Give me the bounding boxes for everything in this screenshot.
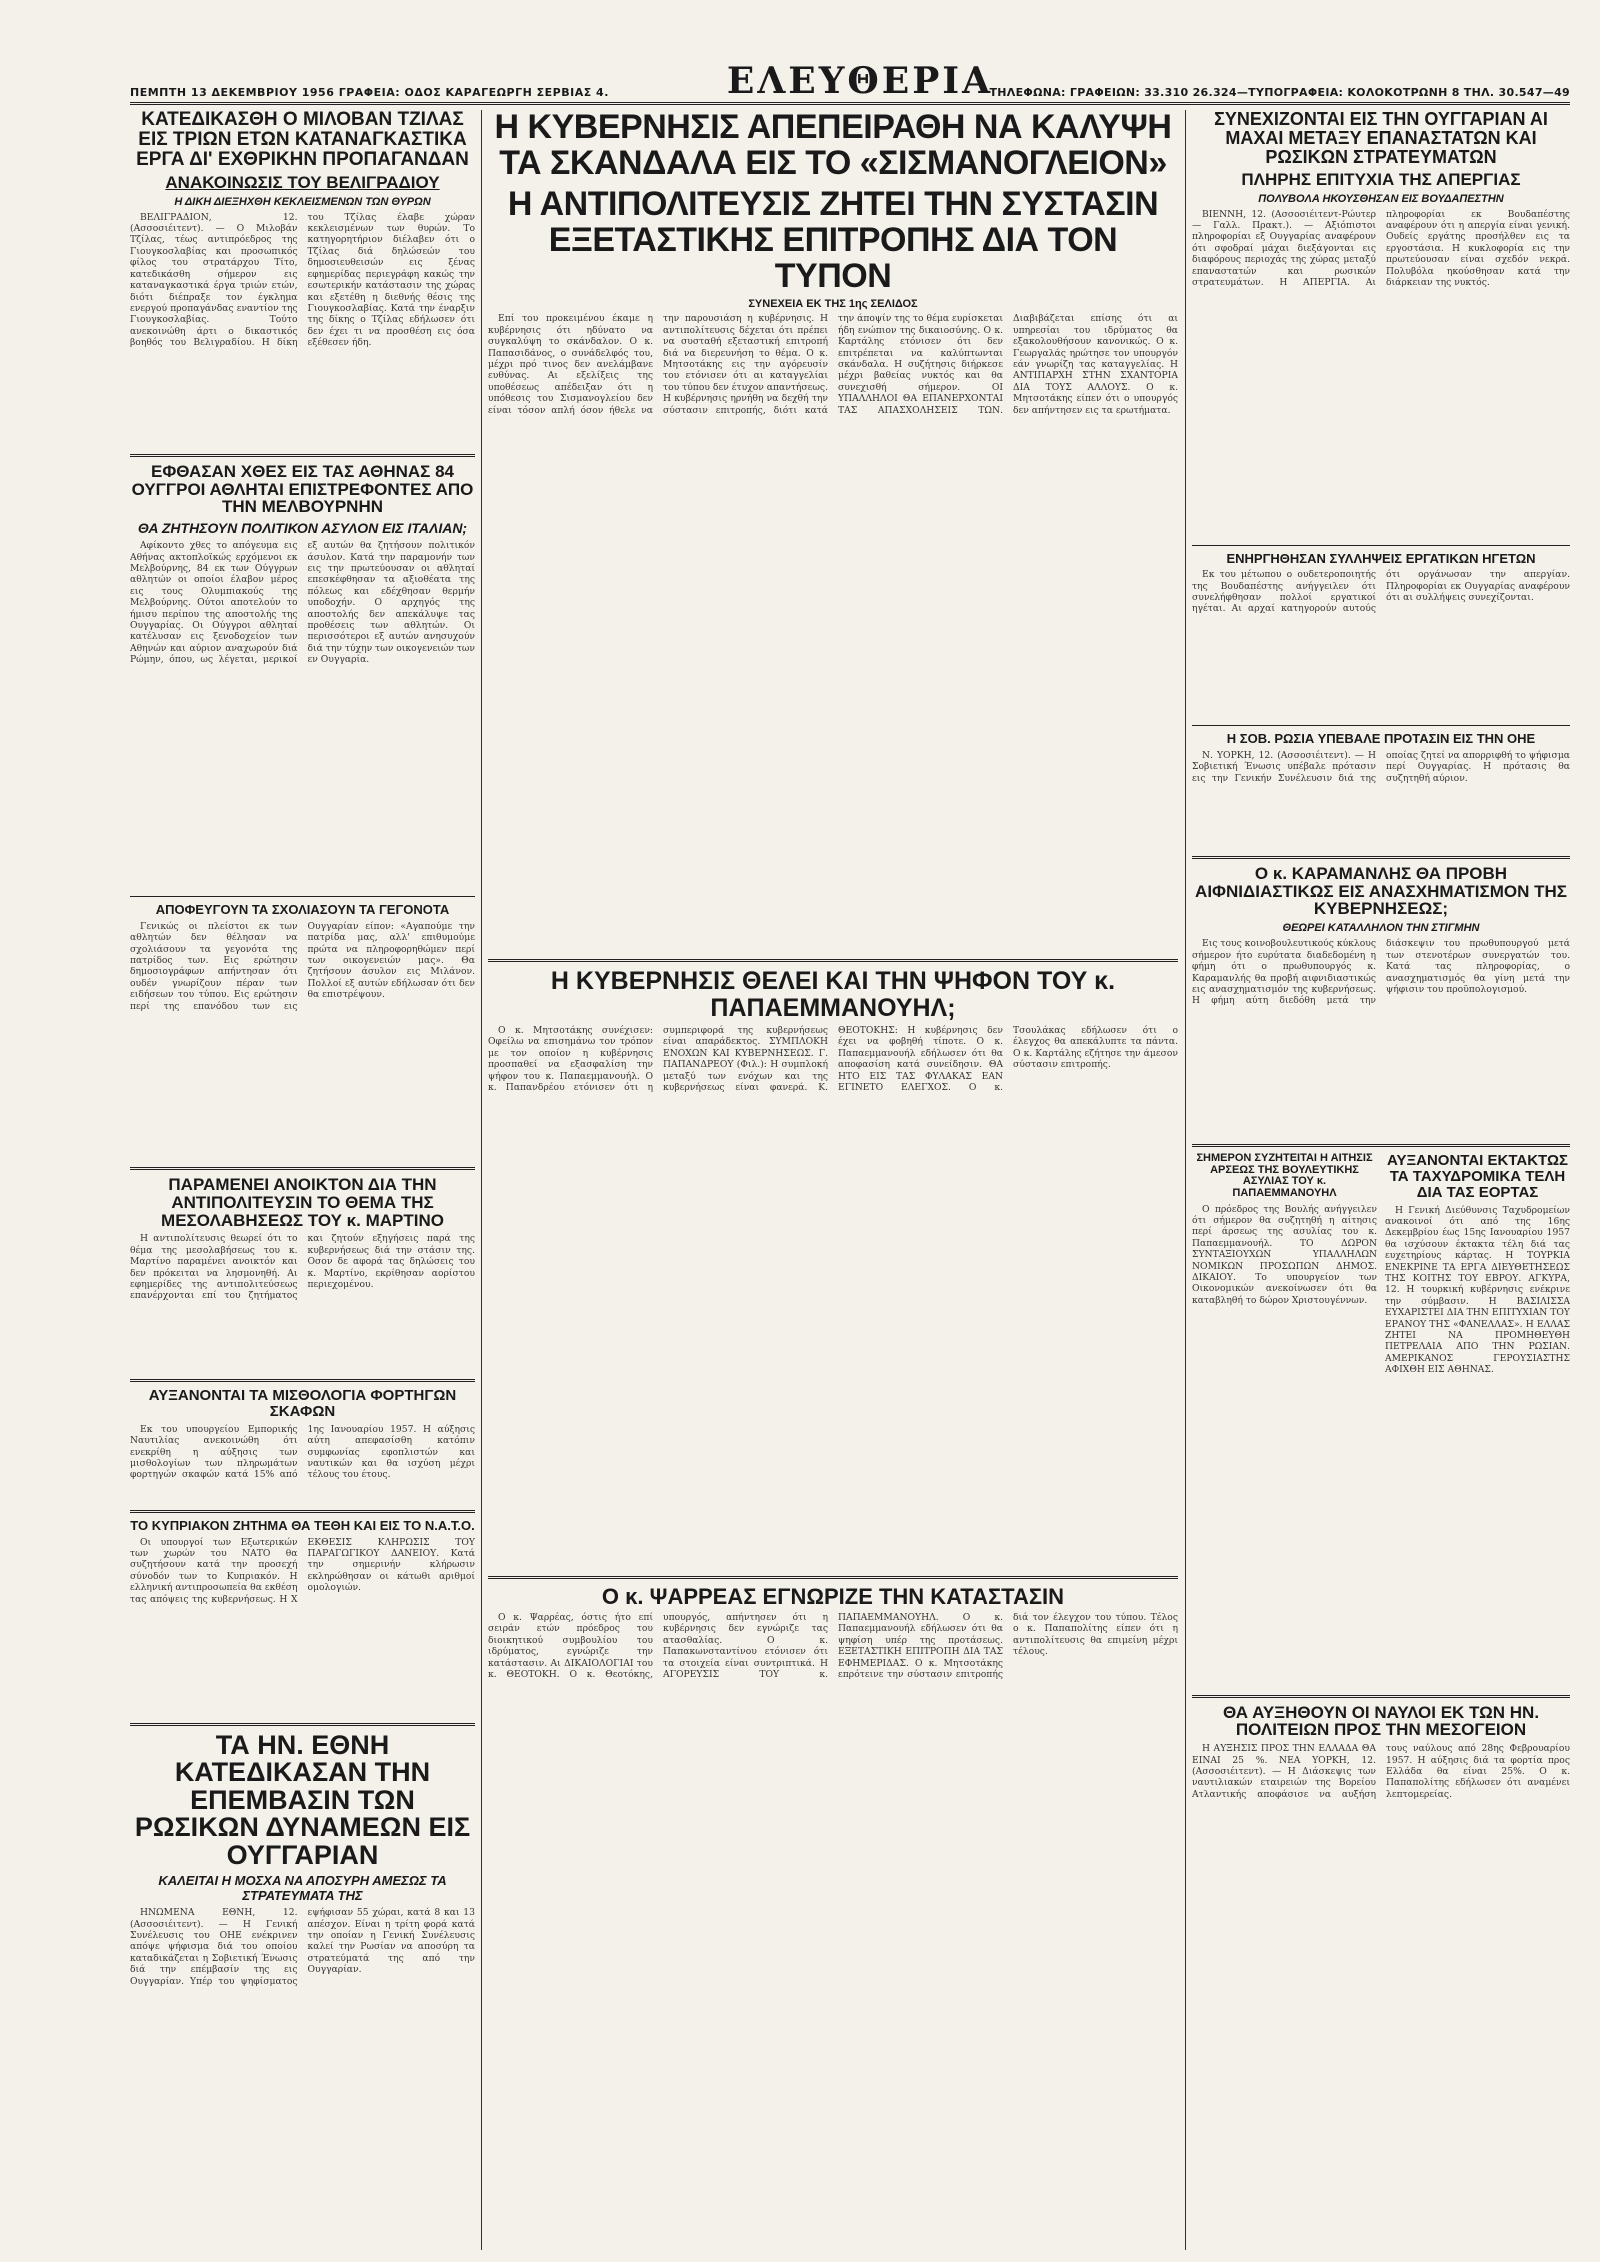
article-headline: Η ΣΟΒ. ΡΩΣΙΑ ΥΠΕΒΑΛΕ ΠΡΟΤΑΣΙΝ ΕΙΣ ΤΗΝ ΟΗΕ bbox=[1226, 731, 1536, 747]
article-headline: ΑΠΟΦΕΥΓΟΥΝ ΤΑ ΣΧΟΛΙΑΣΟΥΝ ΤΑ ΓΕΓΟΝΟΤΑ bbox=[155, 902, 450, 918]
article-headline: ΣΗΜΕΡΟΝ ΣΥΖΗΤΕΙΤΑΙ Η ΑΙΤΗΣΙΣ ΑΡΣΕΩΣ ΤΗΣ ΒΟΥΛΕΥΤΙΚΗΣ ΑΣΥΛΙΑΣ ΤΟΥ κ. ΠΑΠΑΕΜΜΑΝΟΥΗΛ bbox=[1196, 1152, 1373, 1199]
newspaper-title: ΕΛΕΥΘΕΡΙΑ bbox=[726, 60, 994, 102]
article-body bbox=[1192, 209, 1570, 539]
article-text: Αφίκοντο χθες το απόγευμα εις Αθήνας ακτοπλοϊκώς ερχόμενοι εκ Μελβούρνης, 84 εκ των Ούγγρων αθλητών οι οποίοι έλαβον μέρος εις τους Ολυμπιακούς της Μελβούρνης. Ούτοι αποτελούν το ήμισυ περίπου της αποστολής της Ουγγαρίας. Οι Ούγγροι αθληταί κατέλυσαν εις ξενοδοχείον των Αθηνών και αύριον αναχωρούν διά Ρώμην, όπου, ως λέγεται, μερικοί εξ αυτών θα ζητήσουν πολιτικόν άσυλον. Κατά την παραμονήν των εις την πρωτεύουσαν οι αθληταί επεσκέφθησαν τα αξιοθέατα της πόλεως και εδέχθησαν θερμήν υποδοχήν. Ο αρχηγός της αποστολής δεν απεκάλυψε τας προθέσεις των αθλητών. Οι περισσότεροι εξ αυτών ανησυχούν διά την τύχην των οικογενειών των εν Ουγγαρία. bbox=[130, 540, 475, 666]
article-kicker: Η ΔΙΚΗ ΔΙΕΞΗΧΘΗ ΚΕΚΛΕΙΣΜΕΝΩΝ ΤΩΝ ΘΥΡΩΝ bbox=[174, 195, 431, 208]
article-body bbox=[488, 313, 1178, 953]
article-text: Ο κ. Μητσοτάκης συνέχισεν: Οφείλω να επισημάνω τον τρόπον με τον οποίον η κυβέρνησις προσπαθεί να εξασφαλίση την ψήφον του κ. Παπαεμμανουήλ. Ο κ. Παπανδρέου ετόνισεν ότι η συμπεριφορά της κυβερνήσεως είναι απαράδεκτος. ΣΥΜΠΛΟΚΗ ΕΝΟΧΩΝ ΚΑΙ ΚΥΒΕΡΝΗΣΕΩΣ. Γ. ΠΑΠΑΝΔΡΕΟΥ (Φιλ.): Η συμπλοκή μεταξύ των ενόχων και της κυβερνήσεως είναι φανερά. Κ. ΘΕΟΤΟΚΗΣ: Η κυβέρνησις δεν έχει να φοβηθή τίποτε. Ο κ. Παπαεμμανουήλ εδήλωσεν ότι θα αποφασίση κατά συνείδησιν. ΘΑ ΗΤΟ ΕΙΣ ΤΑΣ ΦΥΛΑΚΑΣ ΕΑΝ ΕΓΙΝΕΤΟ ΕΛΕΓΧΟΣ. Ο κ. Τσουλάκας εδήλωσεν ότι ο έλεγχος θα απεκάλυπτε τα πάντα. Ο κ. Καρτάλης εζήτησε την άμεσον σύστασιν επιτροπής. bbox=[488, 1024, 1178, 1093]
left-column bbox=[130, 110, 475, 2061]
main-headline-secondary: Η ΑΝΤΙΠΟΛΙΤΕΥΣΙΣ ΖΗΤΕΙ ΤΗΝ ΣΥΣΤΑΣΙΝ ΕΞΕΤΑΣΤΙΚΗΣ ΕΠΙΤΡΟΠΗΣ ΔΙΑ ΤΟΝ ΤΥΠΟΝ bbox=[507, 185, 1159, 295]
masthead-date-address: ΠΕΜΠΤΗ 13 ΔΕΚΕΜΒΡΙΟΥ 1956 ΓΡΑΦΕΙΑ: ΟΔΟΣ ΚΑΡΑΓΕΩΡΓΗ ΣΕΡΒΙΑΣ 4. bbox=[130, 86, 609, 99]
divider bbox=[488, 959, 1178, 962]
article-text: Η αντιπολίτευσις θεωρεί ότι το θέμα της μεσολαβήσεως του κ. Μαρτίνο παραμένει ανοικτόν και δεν πρόκειται να λησμονηθή. Αι εφημερίδες της αντιπολιτεύσεως επανέρχονται επί του ζητήματος και ζητούν εξηγήσεις παρά της κυβερνήσεως διά την στάσιν της. Οσον δε αφορά τας δηλώσεις του κ. Μαρτίνο, εκρίθησαν αορίστου περιεχομένου. bbox=[130, 1233, 475, 1302]
article-text: Γενικώς οι πλείστοι εκ των αθλητών δεν θέλησαν να σχολιάσουν τα γεγονότα της πατρίδος των. Εις ερώτησιν δημοσιογράφων απήντησαν ότι ουδέν γνωρίζουν πέραν των ειδήσεων του τύπου. Εις ερώτησιν περί της επανόδου των εις Ουγγαρίαν είπον: «Αγαπούμε την πατρίδα μας, αλλ' επιθυμούμε πρώτα να πληροφορηθώμεν περί των οικογενειών μας». Θα ζητήσουν άσυλον εις Μιλάνον. Πολλοί εξ αυτών εδήλωσαν ότι δεν θα επιστρέψουν. bbox=[130, 920, 475, 1012]
article-kicker: ΠΟΛΥΒΟΛΑ ΗΚΟΥΣΘΗΣΑΝ ΕΙΣ ΒΟΥΔΑΠΕΣΤΗΝ bbox=[1258, 192, 1504, 205]
masthead-phones: ΤΗΛΕΦΩΝΑ: ΓΡΑΦΕΙΩΝ: 33.310 26.324—ΤΥΠΟΓΡΑΦΕΙΑ: ΚΟΛΟΚΟΤΡΩΝΗ 8 ΤΗΛ. 30.547—49 bbox=[989, 86, 1570, 99]
article-headline: Ο κ. ΨΑΡΡΕΑΣ ΕΓΝΩΡΙΖΕ ΤΗΝ ΚΑΤΑΣΤΑΣΙΝ bbox=[601, 1583, 1065, 1609]
divider bbox=[1192, 545, 1570, 546]
article-body bbox=[130, 1424, 475, 1504]
article-text: Η Γενική Διεύθυνσις Ταχυδρομείων ανακοινοί ότι από της 16ης Δεκεμβρίου έως 15ης Ιανουαρίου 1957 θα ισχύσουν έκτακτα τέλη διά τας ευχετηρίους κάρτας. Η ΤΟΥΡΚΙΑ ΕΝΕΚΡΙΝΕ ΤΑ ΕΡΓΑ ΔΙΕΥΘΕΤΗΣΕΩΣ ΤΗΣ ΚΟΙΤΗΣ ΤΟΥ ΕΒΡΟΥ. ΑΓΚΥΡΑ, 12. Η τουρκική κυβέρνησις ενέκρινε την σύμβασιν. Η ΒΑΣΙΛΙΣΣΑ ΕΥΧΑΡΙΣΤΕΙ ΔΙΑ ΤΗΝ ΕΠΙΤΥΧΙΑΝ ΤΟΥ ΕΡΑΝΟΥ ΤΗΣ «ΦΑΝΕΛΛΑΣ». Η ΕΛΛΑΣ ΖΗΤΕΙ ΝΑ ΠΡΟΜΗΘΕΥΘΗ ΠΕΤΡΕΛΑΙΑ ΑΠΟ ΤΗΝ ΡΩΣΙΑΝ. ΑΜΕΡΙΚΑΝΟΣ ΓΕΡΟΥΣΙΑΣΤΗΣ ΑΦΙΧΘΗ ΕΙΣ ΑΘΗΝΑΣ. bbox=[1385, 1204, 1570, 1376]
divider bbox=[1192, 725, 1570, 726]
article-headline: ΣΥΝΕΧΙΖΟΝΤΑΙ ΕΙΣ ΤΗΝ ΟΥΓΓΑΡΙΑΝ ΑΙ ΜΑΧΑΙ ΜΕΤΑΞΥ ΕΠΑΝΑΣΤΑΤΩΝ ΚΑΙ ΡΩΣΙΚΩΝ ΣΤΡΑΤΕΥΜΑΤΩΝ bbox=[1214, 109, 1548, 167]
article-headline: ΕΝΗΡΓΗΘΗΣΑΝ ΣΥΛΛΗΨΕΙΣ ΕΡΓΑΤΙΚΩΝ ΗΓΕΤΩΝ bbox=[1226, 550, 1536, 566]
article-headline: ΕΦΘΑΣΑΝ ΧΘΕΣ ΕΙΣ ΤΑΣ ΑΘΗΝΑΣ 84 ΟΥΓΓΡΟΙ ΑΘΛΗΤΑΙ ΕΠΙΣΤΡΕΦΟΝΤΕΣ ΑΠΟ ΤΗΝ ΜΕΛΒΟΥΡΝΗΝ bbox=[131, 461, 474, 517]
divider bbox=[130, 1379, 475, 1382]
center-column bbox=[488, 110, 1178, 2216]
article-kicker: ΘΕΩΡΕΙ ΚΑΤΑΛΛΗΛΟΝ ΤΗΝ ΣΤΙΓΜΗΝ bbox=[1282, 922, 1480, 935]
article-text: Η ΑΥΞΗΣΙΣ ΠΡΟΣ ΤΗΝ ΕΛΛΑΔΑ ΘΑ ΕΙΝΑΙ 25 %. ΝΕΑ ΥΟΡΚΗ, 12. (Ασσοσιέιτεντ). — Η Διάσκεψις των ναυτιλιακών εταιρειών της Βορείου Ατλαντικής αποφάσισε να αυξήση τους ναύλους από 28ης Φεβρουαρίου 1957. Η αύξησις διά τα φορτία προς Ελλάδα θα είναι 25%. Ο κ. Παπαπολίτης εδήλωσεν ότι αναμένει λεπτομερείας. bbox=[1192, 1743, 1570, 1800]
article-text: Εκ του μέτωπου ο ουδετεροποιητής της Βουδαπέστης ανήγγειλεν ότι συνελήφθησαν πολλοί εργατικοί ηγέται. Αι αρχαί κατηγορούν αυτούς ότι οργάνωσαν την απεργίαν. Πληροφορίαι εκ Ουγγαρίας αναφέρουν ότι αι συλλήψεις συνεχίζονται. bbox=[1192, 569, 1570, 615]
divider bbox=[130, 1723, 475, 1726]
article-subheadline: ΠΛΗΡΗΣ ΕΠΙΤΥΧΙΑ ΤΗΣ ΑΠΕΡΓΙΑΣ bbox=[1241, 169, 1521, 189]
divider bbox=[1192, 1695, 1570, 1698]
sub-column bbox=[1192, 1153, 1377, 1688]
article-headline: Ο κ. ΚΑΡΑΜΑΝΛΗΣ ΘΑ ΠΡΟΒΗ ΑΙΦΝΙΔΙΑΣΤΙΚΩΣ ΕΙΣ ΑΝΑΣΧΗΜΑΤΙΣΜΟΝ ΤΗΣ ΚΥΒΕΡΝΗΣΕΩΣ; bbox=[1195, 863, 1567, 919]
article-headline: ΘΑ ΑΥΞΗΘΟΥΝ ΟΙ ΝΑΥΛΟΙ ΕΚ ΤΩΝ ΗΝ. ΠΟΛΙΤΕΙΩΝ ΠΡΟΣ ΤΗΝ ΜΕΣΟΓΕΙΟΝ bbox=[1222, 1702, 1540, 1740]
article-body bbox=[1192, 1743, 1570, 2123]
article-headline: ΠΑΡΑΜΕΝΕΙ ΑΝΟΙΚΤΟΝ ΔΙΑ ΤΗΝ ΑΝΤΙΠΟΛΙΤΕΥΣΙΝ ΤΟ ΘΕΜΑ ΤΗΣ ΜΕΣΟΛΑΒΗΣΕΩΣ ΤΟΥ κ. ΜΑΡΤΙΝΟ bbox=[161, 1174, 444, 1230]
column-divider bbox=[481, 110, 482, 2250]
article-text: Εις τους κοινοβουλευτικούς κύκλους σήμερον ήτο ευρύτατα διαδεδομένη η φήμη ότι ο πρωθυπουργός κ. Καραμανλής θα προβή αιφνιδιαστικώς εις ανασχηματισμόν της κυβερνήσεως. Η φήμη αύτη διεδόθη μετά την διάσκεψιν του πρωθυπουργού μετά των στενοτέρων συνεργατών του. Κατά τας πληροφορίας, ο ανασχηματισμός θα γίνη μετά την ψήφισιν του προϋπολογισμού. bbox=[1192, 938, 1570, 1007]
article-headline: ΑΥΞΑΝΟΝΤΑΙ ΕΚΤΑΚΤΩΣ ΤΑ ΤΑΧΥΔΡΟΜΙΚΑ ΤΕΛΗ ΔΙΑ ΤΑΣ ΕΟΡΤΑΣ bbox=[1387, 1152, 1568, 1201]
article-subheadline: ΘΑ ΖΗΤΗΣΟΥΝ ΠΟΛΙΤΙΚΟΝ ΑΣΥΛΟΝ ΕΙΣ ΙΤΑΛΙΑΝ; bbox=[137, 520, 468, 537]
column-divider bbox=[1185, 110, 1186, 2250]
divider bbox=[130, 454, 475, 457]
divider bbox=[130, 1167, 475, 1170]
article-body bbox=[1192, 1204, 1377, 1684]
article-headline: ΑΥΞΑΝΟΝΤΑΙ ΤΑ ΜΙΣΘΟΛΟΓΙΑ ΦΟΡΤΗΓΩΝ ΣΚΑΦΩΝ bbox=[148, 1387, 457, 1421]
divider bbox=[1192, 1144, 1570, 1147]
article-text: ΒΙΕΝΝΗ, 12. (Ασσοσιέιτεντ-Ρώυτερ — Γαλλ. Πρακτ.). — Αξιόπιστοι πληροφορίαι εξ Ουγγαρίας αναφέρουν ότι σφοδραί μάχαι διεξάγονται εις διαφόρους περιοχάς της χώρας μεταξύ επαναστατών και ρωσικών στρατευμάτων. Η ΑΠΕΡΓΙΑ. Αι πληροφορίαι εκ Βουδαπέστης αναφέρουν ότι η απεργία είναι γενική. Ουδείς εργάτης προσήλθεν εις τα εργοστάσια. Η κυκλοφορία εις την πρωτεύουσαν είναι σχεδόν νεκρά. Πολυβόλα ηκούσθησαν κατά την διάρκειαν της νυκτός. bbox=[1192, 208, 1570, 288]
article-text: Ο κ. Ψαρρέας, όστις ήτο επί σειράν ετών πρόεδρος του διοικητικού συμβουλίου του ιδρύματος, εγνώριζε την κατάστασιν. Αι ΔΙΚΑΙΟΛΟΓΙΑΙ του κ. ΘΕΟΤΟΚΗ. Ο κ. Θεοτόκης, υπουργός, απήντησεν ότι η κυβέρνησις δεν εγνώριζε τας ατασθαλίας. Ο κ. Παπακωνσταντίνου ετόνισεν ότι τα στοιχεία είναι συντριπτικά. Η ΑΓΟΡΕΥΣΙΣ ΤΟΥ κ. ΠΑΠΑΕΜΜΑΝΟΥΗΛ. Ο κ. Παπαεμμανουήλ εδήλωσεν ότι θα ψηφίση υπέρ της προτάσεως. ΕΞΕΤΑΣΤΙΚΗ ΕΠΙΤΡΟΠΗ ΔΙΑ ΤΑΣ ΕΦΗΜΕΡΙΔΑΣ. Ο κ. Μητσοτάκης επρότεινε την σύστασιν επιτροπής διά τον έλεγχον του τύπου. Τέλος ο κ. Παπαπολίτης είπεν ότι η αντιπολίτευσις θα επιμείνη μέχρι τέλους. bbox=[488, 1612, 1178, 1681]
article-body bbox=[130, 1233, 475, 1373]
article-body bbox=[130, 540, 475, 890]
article-text: Εκ του υπουργείου Εμπορικής Ναυτιλίας ανεκοινώθη ότι ενεκρίθη η αύξησις των μισθολογίων των πληρωμάτων φορτηγών σκαφών κατά 15% από 1ης Ιανουαρίου 1957. Η αύξησις αύτη απεφασίσθη κατόπιν συμφωνίας εφοπλιστών και ναυτικών και θα ισχύση μέχρι τέλους του έτους. bbox=[130, 1423, 475, 1481]
article-text: Επί του προκειμένου έκαμε η κυβέρνησις ότι ηδύνατο να συγκαλύψη το σκάνδαλον. Ο κ. Παπασιδάνος, ο συνάδελφός του, μέχρι πρό τινος δεν ανελάμβανε ευθύνας. Αι εξελίξεις της υποθέσεως απέδειξαν ότι η υπόθεσις του Σισμανογλείου δεν είναι τόσον απλή όσον ήθελε να την παρουσιάση η κυβέρνησις. Η αντιπολίτευσις δέχεται ότι πρέπει να συσταθή εξεταστική επιτροπή διά να διερευνήση το θέμα. Ο κ. Μητσοτάκης εις την αγόρευσίν του ετόνισεν ότι αι καταγγελίαι του τύπου δεν έτυχον απαντήσεως. Η κυβέρνησις ηρνήθη να δεχθή την σύστασιν επιτροπής, διότι κατά την άποψίν της το θέμα ευρίσκεται ήδη ενώπιον της δικαιοσύνης. Ο κ. Καρτάλης ετόνισεν ότι δεν επιτρέπεται να καλύπτωνται σκάνδαλα. Η συζήτησις διήρκεσε μέχρι βαθείας νυκτός και θα συνεχισθή σήμερον. ΟΙ ΥΠΑΛΛΗΛΟΙ ΘΑ ΕΠΑΝΕΡΧΟΝΤΑΙ ΤΑΣ ΑΠΑΣΧΟΛΗΣΕΙΣ ΤΩΝ. Διαβιβάζεται επίσης ότι αι υπηρεσίαι του ιδρύματος θα εξακολουθήσουν κανονικώς. Ο κ. Γεωργαλάς ηρώτησε τον υπουργόν εάν γνωρίζη τας καταγγελίας. Η ΑΝΤΙΠΑΡΧΗ ΣΤΗΝ ΣΧΑΝΤΟΡΙΑ ΔΙΑ ΤΟΥΣ ΑΛΛΟΥΣ. Ο κ. Μητσοτάκης είπεν ότι ο υπουργός δεν απήντησεν εις τα ερωτήματα. bbox=[488, 313, 1178, 416]
article-body bbox=[1385, 1205, 1570, 1685]
article-headline: Η ΚΥΒΕΡΝΗΣΙΣ ΘΕΛΕΙ ΚΑΙ ΤΗΝ ΨΗΦΟΝ ΤΟΥ κ. ΠΑΠΑΕΜΜΑΝΟΥΗΛ; bbox=[550, 967, 1116, 1022]
article-body bbox=[488, 1612, 1178, 2212]
article-headline: ΤΑ ΗΝ. ΕΘΝΗ ΚΑΤΕΔΙΚΑΣΑΝ ΤΗΝ ΕΠΕΜΒΑΣΙΝ ΤΩΝ ΡΩΣΙΚΩΝ ΔΥΝΑΜΕΩΝ ΕΙΣ ΟΥΓΓΑΡΙΑΝ bbox=[134, 1729, 471, 1870]
article-headline: ΤΟ ΚΥΠΡΙΑΚΟΝ ΖΗΤΗΜΑ ΘΑ ΤΕΘΗ ΚΑΙ ΕΙΣ ΤΟ Ν.Α.Τ.Ο. bbox=[130, 1517, 475, 1533]
article-text: Οι υπουργοί των Εξωτερικών των χωρών του ΝΑΤΟ θα συζητήσουν κατά την προσεχή σύνοδόν των το Κυπριακόν. Η ελληνική αντιπροσωπεία θα εκθέση τας απόψεις της κυβερνήσεως. Η Χ ΕΚΘΕΣΙΣ ΚΛΗΡΩΣΙΣ ΤΟΥ ΠΑΡΑΓΩΓΙΚΟΥ ΔΑΝΕΙΟΥ. Κατά την σημερινήν κλήρωσιν εκληρώθησαν οι κάτωθι αριθμοί ομολογιών. bbox=[130, 1536, 475, 1605]
sub-column bbox=[1385, 1153, 1570, 1688]
divider bbox=[130, 896, 475, 897]
article-text: Ο πρόεδρος της Βουλής ανήγγειλεν ότι σήμερον θα συζητηθή η αίτησις περί άρσεως της ασυλίας του κ. Παπαεμμανουήλ. ΤΟ ΔΩΡΟΝ ΣΥΝΤΑΞΙΟΥΧΩΝ ΥΠΑΛΛΗΛΩΝ ΝΟΜΙΚΩΝ ΠΡΟΣΩΠΩΝ ΔΗΜΟΣ. ΔΙΚΑΙΟΥ. Το υπουργείον των Οικονομικών ανεκοίνωσεν ότι θα καταβληθή το δώρον Χριστουγέννων. bbox=[1192, 1203, 1377, 1306]
article-body bbox=[130, 1907, 475, 2057]
divider bbox=[1192, 856, 1570, 859]
article-body bbox=[1192, 569, 1570, 719]
main-headline: Η ΚΥΒΕΡΝΗΣΙΣ ΑΠΕΠΕΙΡΑΘΗ ΝΑ ΚΑΛΥΨΗ ΤΑ ΣΚΑΝΔΑΛΑ ΕΙΣ ΤΟ «ΣΙΣΜΑΝΟΓΛΕΙΟΝ» bbox=[494, 108, 1172, 182]
article-body bbox=[130, 212, 475, 448]
article-text: Ν. ΥΟΡΚΗ, 12. (Ασσοσιέιτεντ). — Η Σοβιετική Ένωσις υπέβαλε πρότασιν εις την Γενικήν Συνέλευσιν διά της οποίας ζητεί να απορριφθή το ψήφισμα περί Ουγγαρίας. Η πρότασις θα συζητηθή αύριον. bbox=[1192, 749, 1570, 784]
divider bbox=[130, 1510, 475, 1513]
article-subheadline: ΑΝΑΚΟΙΝΩΣΙΣ ΤΟΥ ΒΕΛΙΓΡΑΔΙΟΥ bbox=[165, 172, 440, 192]
article-headline: ΚΑΤΕΔΙΚΑΣΘΗ Ο ΜΙΛΟΒΑΝ ΤΖΙΛΑΣ ΕΙΣ ΤΡΙΩΝ ΕΤΩΝ ΚΑΤΑΝΑΓΚΑΣΤΙΚΑ ΕΡΓΑ ΔΙ' ΕΧΘΡΙΚΗΝ ΠΡΟΠΑΓΑΝΔΑΝ bbox=[136, 109, 469, 170]
two-column-block bbox=[1192, 1153, 1570, 1688]
divider bbox=[488, 1576, 1178, 1579]
article-text: ΗΝΩΜΕΝΑ ΕΘΝΗ, 12. (Ασσοσιέιτεντ). — Η Γενική Συνέλευσις του ΟΗΕ ενέκρινεν απόψε ψήφισμα διά του οποίου καταδικάζεται η Σοβιετική Ένωσις διά την επέμβασίν της εις Ουγγαρίαν. Υπέρ του ψηφίσματος εψήφισαν 55 χώραι, κατά 8 και 13 απέσχον. Είναι η τρίτη φορά κατά την οποίαν η Γενική Συνέλευσις καλεί την Ρωσίαν να αποσύρη τα στρατεύματά της από την Ουγγαρίαν. bbox=[130, 1907, 475, 1987]
article-body bbox=[130, 921, 475, 1161]
right-column bbox=[1192, 110, 1570, 2127]
article-text: ΒΕΛΙΓΡΑΔΙΟΝ, 12. (Ασσοσιέιτεντ). — Ο Μιλοβάν Τζίλας, τέως αντιπρόεδρος της Γιουγκοσλαβίας και προσωπικός φίλος του στρατάρχου Τίτο, κατεδικάσθη σήμερον εις καταναγκαστικά έργα τριών ετών, διότι διέπραξε τον έγκλημα ενεργού προπαγάνδας εναντίον της Γιουγκοσλαβίας. Τούτο ανεκοινώθη άρτι ο δικαστικός βοηθός του Βελιγραδίου. Η δίκη του Τζίλας έλαβε χώραν κεκλεισμένων των θυρών. Το κατηγορητήριον διέλαβεν ότι ο Τζίλας διά δηλώσεών του δημοσιευθεισών εις ξένας εφημερίδας περιεγράφη κακώς την εσωτερικήν κατάστασιν της χώρας και εξετέθη η διεθνής θέσις της Γιουγκοσλαβίας. Κατά την έναρξιν της δίκης ο Τζίλας εδήλωσεν ότι δεν έχει τι να προσθέση εις όσα εξέθεσεν ήδη. bbox=[130, 211, 475, 349]
article-body bbox=[130, 1537, 475, 1717]
article-body bbox=[1192, 750, 1570, 850]
article-body bbox=[1192, 938, 1570, 1138]
article-body bbox=[488, 1025, 1178, 1570]
masthead bbox=[130, 62, 1570, 105]
continuation-label: ΣΥΝΕΧΕΙΑ ΕΚ ΤΗΣ 1ης ΣΕΛΙΔΟΣ bbox=[748, 298, 918, 311]
article-subheadline: ΚΑΛΕΙΤΑΙ Η ΜΟΣΧΑ ΝΑ ΑΠΟΣΥΡΗ ΑΜΕΣΩΣ ΤΑ ΣΤΡΑΤΕΥΜΑΤΑ ΤΗΣ bbox=[158, 1873, 447, 1904]
